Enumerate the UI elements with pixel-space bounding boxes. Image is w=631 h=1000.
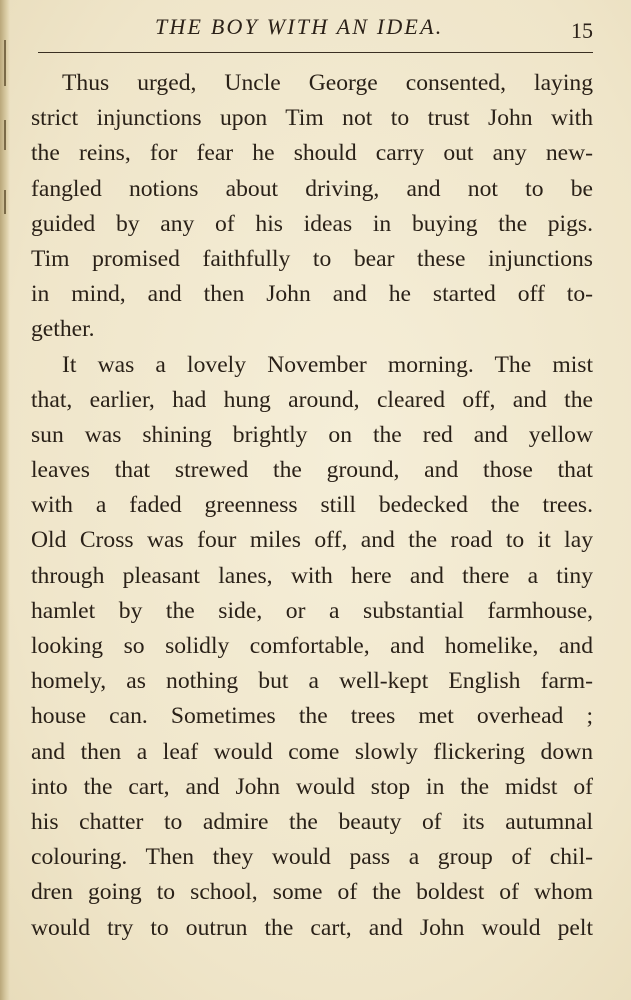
text-line: gether. [31,316,95,343]
text-line: looking so solidly comfortable, and homelike, and [31,633,593,659]
paragraph [31,348,593,946]
text-line: through pleasant lanes, with here and there a tiny [31,562,593,589]
text-line: guided by any of his ideas in buying the pigs. [31,210,593,237]
text-line: the reins, for fear he should carry out any new- [31,140,593,167]
margin-mark [4,40,6,86]
text-line: colouring. Then they would pass a group of chil- [31,844,593,871]
binding-shadow [0,0,10,1000]
text-line: his chatter to admire the beauty of its autumnal [31,808,593,835]
text-line: fangled notions about driving, and not to be [31,175,593,202]
page-number: 15 [571,18,593,43]
margin-mark [4,120,6,150]
running-title: THE BOY WITH AN IDEA. [155,14,444,39]
paragraph [31,66,593,348]
margin-mark [4,190,6,214]
text-line: Old Cross was four miles off, and the road to it lay [31,527,593,554]
text-line: homely, as nothing but a well-kept English farm- [31,668,593,695]
text-line: in mind, and then John and he started off to- [31,281,593,308]
text-line: into the cart, and John would stop in the midst of [31,773,593,800]
text-line: sun was shining brightly on the red and yellow [31,421,593,448]
header-rule [38,52,593,53]
text-line: Thus urged, Uncle George consented, laying [62,70,593,96]
page-header [38,10,593,54]
text-line: strict injunctions upon Tim not to trust John with [31,105,593,132]
text-line: house can. Sometimes the trees met overhead ; [31,703,593,730]
text-line: dren going to school, some of the boldest of whom [31,879,593,906]
text-line: leaves that strewed the ground, and those that [31,457,593,484]
text-line: that, earlier, had hung around, cleared off, and the [31,386,593,413]
text-line: Tim promised faithfully to bear these injunctions [31,245,593,272]
text-line: hamlet by the side, or a substantial farmhouse, [31,597,593,624]
body-text [31,66,593,946]
text-line: It was a lovely November morning. The mist [62,351,593,378]
text-line: with a faded greenness still bedecked the trees. [31,492,593,519]
text-line: and then a leaf would come slowly flickering down [31,738,593,765]
text-line: would try to outrun the cart, and John would pelt [31,914,593,941]
